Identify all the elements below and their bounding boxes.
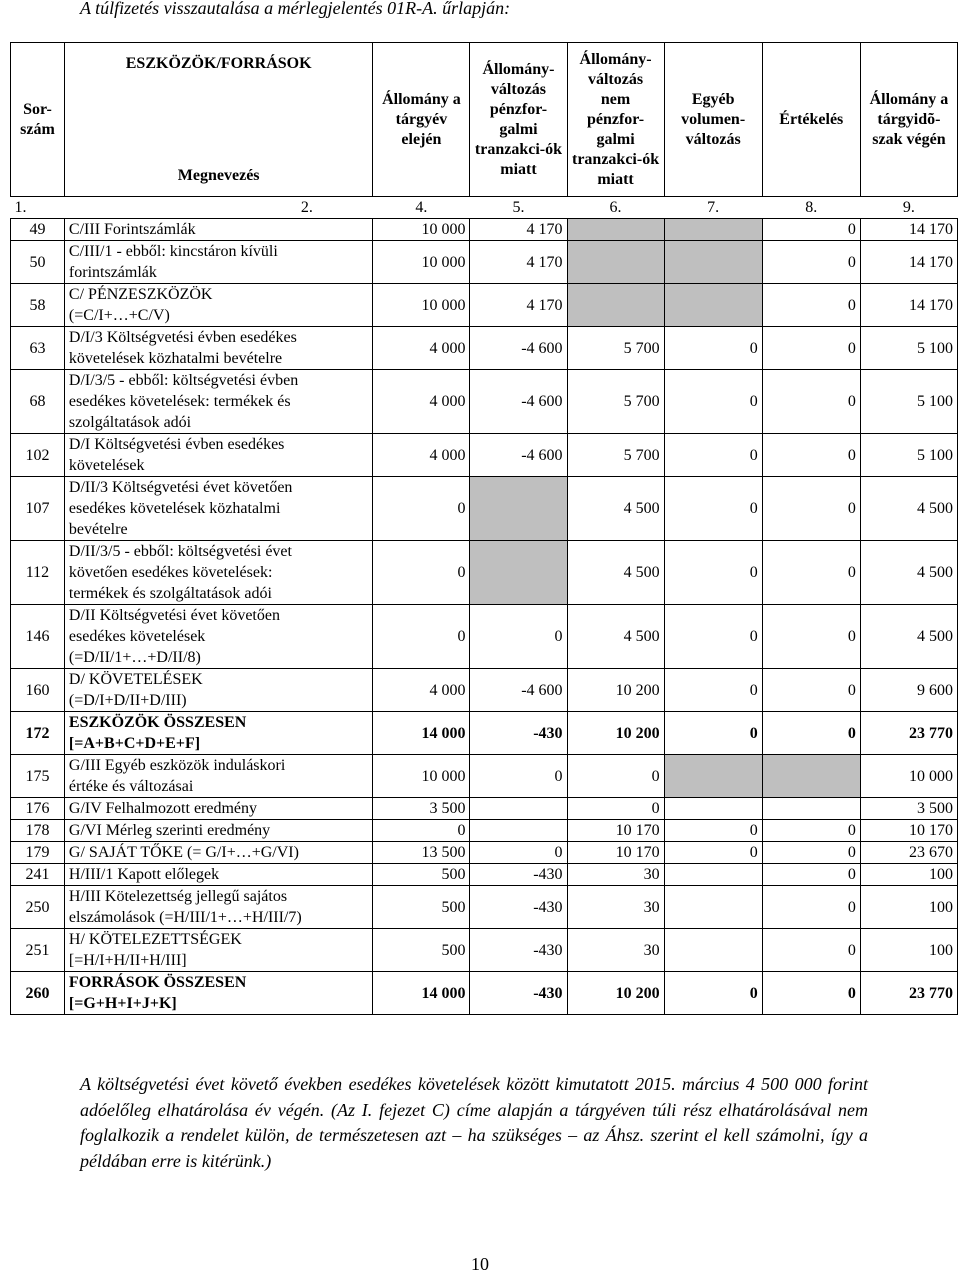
value-cell-col7 [664, 219, 762, 241]
value-cell-col4: 10 000 [373, 241, 470, 284]
value-cell-col6: 5 700 [567, 327, 664, 370]
value-cell-col8: 0 [762, 327, 860, 370]
column-index: 7. [707, 199, 720, 216]
row-description [64, 842, 372, 864]
row-number: 251 [11, 929, 65, 972]
value-cell-col7: 0 [664, 370, 762, 434]
value-cell-col5 [470, 541, 567, 605]
value-cell-col9: 23 670 [860, 842, 957, 864]
table-header-row [11, 43, 958, 197]
description-line: értéke és változásai [68, 778, 194, 795]
table-row [11, 219, 958, 241]
description-line: H/III/1 Kapott előlegek [68, 866, 220, 883]
value-cell-col9: 4 500 [860, 477, 957, 541]
footnote-paragraph: A költségvetési évet követő években esedékes követelések között kimutatott 2015. március 4 500 000 forint adóelőleg elhatárolása év végén. (Az I. fejezet C) címe alapján a tárgyéven túli rész elhatárolásával nem foglalkozik a rendelet külön, de természetesen azt – ha szükséges – az Áhsz. szerint el kell számolni, így a példában erre is kitérünk.) [80, 1074, 868, 1171]
row-description [64, 605, 372, 669]
value-cell-col7: 0 [664, 477, 762, 541]
value-cell-col5: 4 170 [470, 284, 567, 327]
description-line: [=A+B+C+D+E+F] [68, 735, 201, 752]
row-description [64, 669, 372, 712]
row-description [64, 477, 372, 541]
value-cell-col4: 0 [373, 477, 470, 541]
value-cell-col5 [470, 477, 567, 541]
table-row [11, 712, 958, 755]
value-cell-col8: 0 [762, 541, 860, 605]
value-cell-col9: 100 [860, 864, 957, 886]
value-cell-col9: 3 500 [860, 798, 957, 820]
value-cell-col8: 0 [762, 842, 860, 864]
table-row [11, 605, 958, 669]
value-cell-col4: 13 500 [373, 842, 470, 864]
header-ertekeles: Értékelés [762, 43, 860, 197]
value-cell-col7: 0 [664, 327, 762, 370]
header-egyeb: Egyéb volumen-változás [664, 43, 762, 197]
column-index: 6. [609, 199, 622, 216]
description-line: esedékes követelések: termékek és [68, 393, 291, 410]
value-cell-col7: 0 [664, 541, 762, 605]
value-cell-col6 [567, 219, 664, 241]
column-index: 9. [902, 199, 915, 216]
row-number: 175 [11, 755, 65, 798]
value-cell-col5: -430 [470, 864, 567, 886]
column-index: 1. [14, 199, 27, 216]
header-sorszam: Sor-szám [11, 43, 65, 197]
table-row [11, 820, 958, 842]
value-cell-col4: 10 000 [373, 219, 470, 241]
value-cell-col4: 0 [373, 820, 470, 842]
table-row [11, 284, 958, 327]
row-number: 49 [11, 219, 65, 241]
value-cell-col9: 100 [860, 886, 957, 929]
table-row [11, 370, 958, 434]
value-cell-col4: 4 000 [373, 669, 470, 712]
description-line: [=H/I+H/II+H/III] [68, 952, 187, 969]
description-line: (=D/I+D/II+D/III) [68, 692, 187, 709]
description-line: esedékes követelések [68, 628, 206, 645]
balance-change-table [10, 42, 958, 1015]
value-cell-col8: 0 [762, 477, 860, 541]
value-cell-col6: 30 [567, 886, 664, 929]
value-cell-col9: 10 000 [860, 755, 957, 798]
value-cell-col5 [470, 798, 567, 820]
value-cell-col8: 0 [762, 669, 860, 712]
row-number: 102 [11, 434, 65, 477]
table-row [11, 886, 958, 929]
column-index: 4. [415, 199, 428, 216]
value-cell-col9: 23 770 [860, 972, 957, 1015]
row-description [64, 241, 372, 284]
row-number: 260 [11, 972, 65, 1015]
table-row [11, 864, 958, 886]
value-cell-col4: 500 [373, 929, 470, 972]
value-cell-col4: 500 [373, 864, 470, 886]
value-cell-col7: 0 [664, 434, 762, 477]
value-cell-col7 [664, 241, 762, 284]
table-row [11, 972, 958, 1015]
value-cell-col5: -430 [470, 929, 567, 972]
value-cell-col4: 10 000 [373, 284, 470, 327]
table-row [11, 842, 958, 864]
description-line: G/ SAJÁT TŐKE (= G/I+…+G/VI) [68, 844, 299, 861]
description-line: H/ KÖTELEZETTSÉGEK [68, 931, 242, 948]
table-row [11, 477, 958, 541]
description-line: C/III/1 - ebből: kincstáron kívüli [68, 243, 278, 260]
value-cell-col5: -430 [470, 712, 567, 755]
value-cell-col7: 0 [664, 972, 762, 1015]
description-line: D/ KÖVETELÉSEK [68, 671, 203, 688]
value-cell-col6: 10 200 [567, 669, 664, 712]
value-cell-col8: 0 [762, 284, 860, 327]
description-line: D/II/3 Költségvetési évet követően [68, 479, 293, 496]
value-cell-col7 [664, 886, 762, 929]
value-cell-col4: 4 000 [373, 370, 470, 434]
page-number: 10 [471, 1254, 489, 1274]
value-cell-col9: 4 500 [860, 605, 957, 669]
description-line: szolgáltatások adói [68, 414, 192, 431]
value-cell-col9: 14 170 [860, 241, 957, 284]
value-cell-col9: 4 500 [860, 541, 957, 605]
value-cell-col4: 0 [373, 541, 470, 605]
column-index: 2. [300, 199, 313, 216]
description-line: (=C/I+…+C/V) [68, 307, 170, 324]
table-row [11, 798, 958, 820]
value-cell-col8 [762, 798, 860, 820]
row-description [64, 972, 372, 1015]
row-number: 63 [11, 327, 65, 370]
value-cell-col8: 0 [762, 605, 860, 669]
value-cell-col6: 30 [567, 864, 664, 886]
value-cell-col7: 0 [664, 820, 762, 842]
value-cell-col8: 0 [762, 434, 860, 477]
row-description [64, 284, 372, 327]
description-line: forintszámlák [68, 264, 157, 281]
row-number: 146 [11, 605, 65, 669]
value-cell-col6: 10 200 [567, 972, 664, 1015]
header-eszk-forr: ESZKÖZÖK/FORRÁSOK [125, 54, 312, 72]
header-penzforgalmi: Állomány-változás pénzfor-galmi tranzakci-ók miatt [470, 43, 567, 197]
value-cell-col6: 10 170 [567, 820, 664, 842]
value-cell-col9: 5 100 [860, 434, 957, 477]
row-description [64, 219, 372, 241]
value-cell-col7 [664, 284, 762, 327]
row-description [64, 864, 372, 886]
description-line: D/II/3/5 - ebből: költségvetési évet [68, 543, 292, 560]
row-number: 112 [11, 541, 65, 605]
value-cell-col5 [470, 820, 567, 842]
description-line: követelések [68, 457, 145, 474]
row-number: 178 [11, 820, 65, 842]
description-line: [=G+H+I+J+K] [68, 995, 177, 1012]
value-cell-col9: 5 100 [860, 370, 957, 434]
intro-caption: A túlfizetés visszautalása a mérlegjelentés 01R-A. űrlapján: [80, 0, 511, 18]
description-line: D/I/3 Költségvetési évben esedékes [68, 329, 297, 346]
description-line: (=D/II/1+…+D/II/8) [68, 649, 201, 666]
table-row [11, 434, 958, 477]
description-line: C/ PÉNZESZKÖZÖK [68, 286, 213, 303]
row-description [64, 712, 372, 755]
value-cell-col4: 3 500 [373, 798, 470, 820]
row-number: 107 [11, 477, 65, 541]
row-number: 50 [11, 241, 65, 284]
description-line: FORRÁSOK ÖSSZESEN [68, 974, 247, 991]
description-line: ESZKÖZÖK ÖSSZESEN [68, 714, 247, 731]
value-cell-col9: 10 170 [860, 820, 957, 842]
value-cell-col9: 14 170 [860, 219, 957, 241]
value-cell-col5: -430 [470, 886, 567, 929]
value-cell-col5: -4 600 [470, 434, 567, 477]
value-cell-col8: 0 [762, 241, 860, 284]
row-description [64, 434, 372, 477]
column-index-row [11, 197, 958, 219]
header-nem-penzforgalmi: Állomány-változás nem pénzfor-galmi tranzakci-ók miatt [567, 43, 664, 197]
description-line: G/VI Mérleg szerinti eredmény [68, 822, 271, 839]
description-line: követelések közhatalmi bevételre [68, 350, 283, 367]
value-cell-col5: 0 [470, 842, 567, 864]
description-line: D/I Költségvetési évben esedékes [68, 436, 285, 453]
header-vegen: Állomány a tárgyidõ-szak végén [860, 43, 957, 197]
value-cell-col8: 0 [762, 972, 860, 1015]
value-cell-col4: 500 [373, 886, 470, 929]
description-line: D/I/3/5 - ebből: költségvetési évben [68, 372, 299, 389]
value-cell-col8 [762, 755, 860, 798]
row-description [64, 929, 372, 972]
description-line: elszámolások (=H/III/1+…+H/III/7) [68, 909, 302, 926]
table-row [11, 929, 958, 972]
value-cell-col8: 0 [762, 712, 860, 755]
value-cell-col9: 9 600 [860, 669, 957, 712]
value-cell-col5: -4 600 [470, 370, 567, 434]
description-line: H/III Kötelezettség jellegű sajátos [68, 888, 288, 905]
description-line: G/III Egyéb eszközök induláskori [68, 757, 286, 774]
value-cell-col5: 0 [470, 605, 567, 669]
row-description [64, 820, 372, 842]
value-cell-col6: 5 700 [567, 434, 664, 477]
value-cell-col8: 0 [762, 864, 860, 886]
row-description [64, 886, 372, 929]
column-index: 5. [512, 199, 525, 216]
row-description [64, 370, 372, 434]
description-line: G/IV Felhalmozott eredmény [68, 800, 258, 817]
value-cell-col9: 23 770 [860, 712, 957, 755]
value-cell-col5: 4 170 [470, 241, 567, 284]
row-description [64, 755, 372, 798]
header-megnevezes-label: Megnevezés [177, 166, 260, 184]
row-number: 58 [11, 284, 65, 327]
value-cell-col7: 0 [664, 605, 762, 669]
value-cell-col5: 0 [470, 755, 567, 798]
value-cell-col5: -4 600 [470, 669, 567, 712]
value-cell-col6: 4 500 [567, 477, 664, 541]
table-row [11, 241, 958, 284]
value-cell-col9: 100 [860, 929, 957, 972]
description-line: esedékes követelések közhatalmi [68, 500, 281, 517]
value-cell-col4: 4 000 [373, 434, 470, 477]
value-cell-col8: 0 [762, 929, 860, 972]
value-cell-col6: 0 [567, 755, 664, 798]
row-number: 250 [11, 886, 65, 929]
row-number: 68 [11, 370, 65, 434]
value-cell-col7 [664, 755, 762, 798]
description-line: bevételre [68, 521, 128, 538]
value-cell-col5: -4 600 [470, 327, 567, 370]
value-cell-col6: 0 [567, 798, 664, 820]
value-cell-col6: 10 170 [567, 842, 664, 864]
value-cell-col6 [567, 284, 664, 327]
description-line: követően esedékes követelések: [68, 564, 273, 581]
value-cell-col7: 0 [664, 842, 762, 864]
value-cell-col4: 14 000 [373, 712, 470, 755]
value-cell-col6: 30 [567, 929, 664, 972]
value-cell-col7: 0 [664, 669, 762, 712]
value-cell-col9: 14 170 [860, 284, 957, 327]
table-row [11, 327, 958, 370]
value-cell-col6: 4 500 [567, 605, 664, 669]
row-description [64, 541, 372, 605]
value-cell-col7 [664, 798, 762, 820]
table-body [11, 197, 958, 1015]
value-cell-col6: 10 200 [567, 712, 664, 755]
value-cell-col8: 0 [762, 219, 860, 241]
value-cell-col8: 0 [762, 820, 860, 842]
value-cell-col4: 10 000 [373, 755, 470, 798]
row-description [64, 327, 372, 370]
row-number: 241 [11, 864, 65, 886]
value-cell-col8: 0 [762, 886, 860, 929]
table-row [11, 541, 958, 605]
description-line: C/III Forintszámlák [68, 221, 196, 238]
value-cell-col7: 0 [664, 712, 762, 755]
row-number: 176 [11, 798, 65, 820]
column-index: 8. [805, 199, 818, 216]
table-row [11, 669, 958, 712]
table-row [11, 755, 958, 798]
value-cell-col6: 5 700 [567, 370, 664, 434]
header-elejen: Állomány a tárgyév elején [373, 43, 470, 197]
value-cell-col6: 4 500 [567, 541, 664, 605]
value-cell-col6 [567, 241, 664, 284]
value-cell-col7 [664, 864, 762, 886]
value-cell-col4: 0 [373, 605, 470, 669]
description-line: D/II Költségvetési évet követően [68, 607, 280, 624]
description-line: termékek és szolgáltatások adói [68, 585, 272, 602]
value-cell-col7 [664, 929, 762, 972]
value-cell-col5: -430 [470, 972, 567, 1015]
row-number: 160 [11, 669, 65, 712]
row-number: 179 [11, 842, 65, 864]
value-cell-col9: 5 100 [860, 327, 957, 370]
row-number: 172 [11, 712, 65, 755]
value-cell-col4: 4 000 [373, 327, 470, 370]
value-cell-col4: 14 000 [373, 972, 470, 1015]
value-cell-col8: 0 [762, 370, 860, 434]
header-megnevezes [64, 43, 372, 197]
row-description [64, 798, 372, 820]
value-cell-col5: 4 170 [470, 219, 567, 241]
